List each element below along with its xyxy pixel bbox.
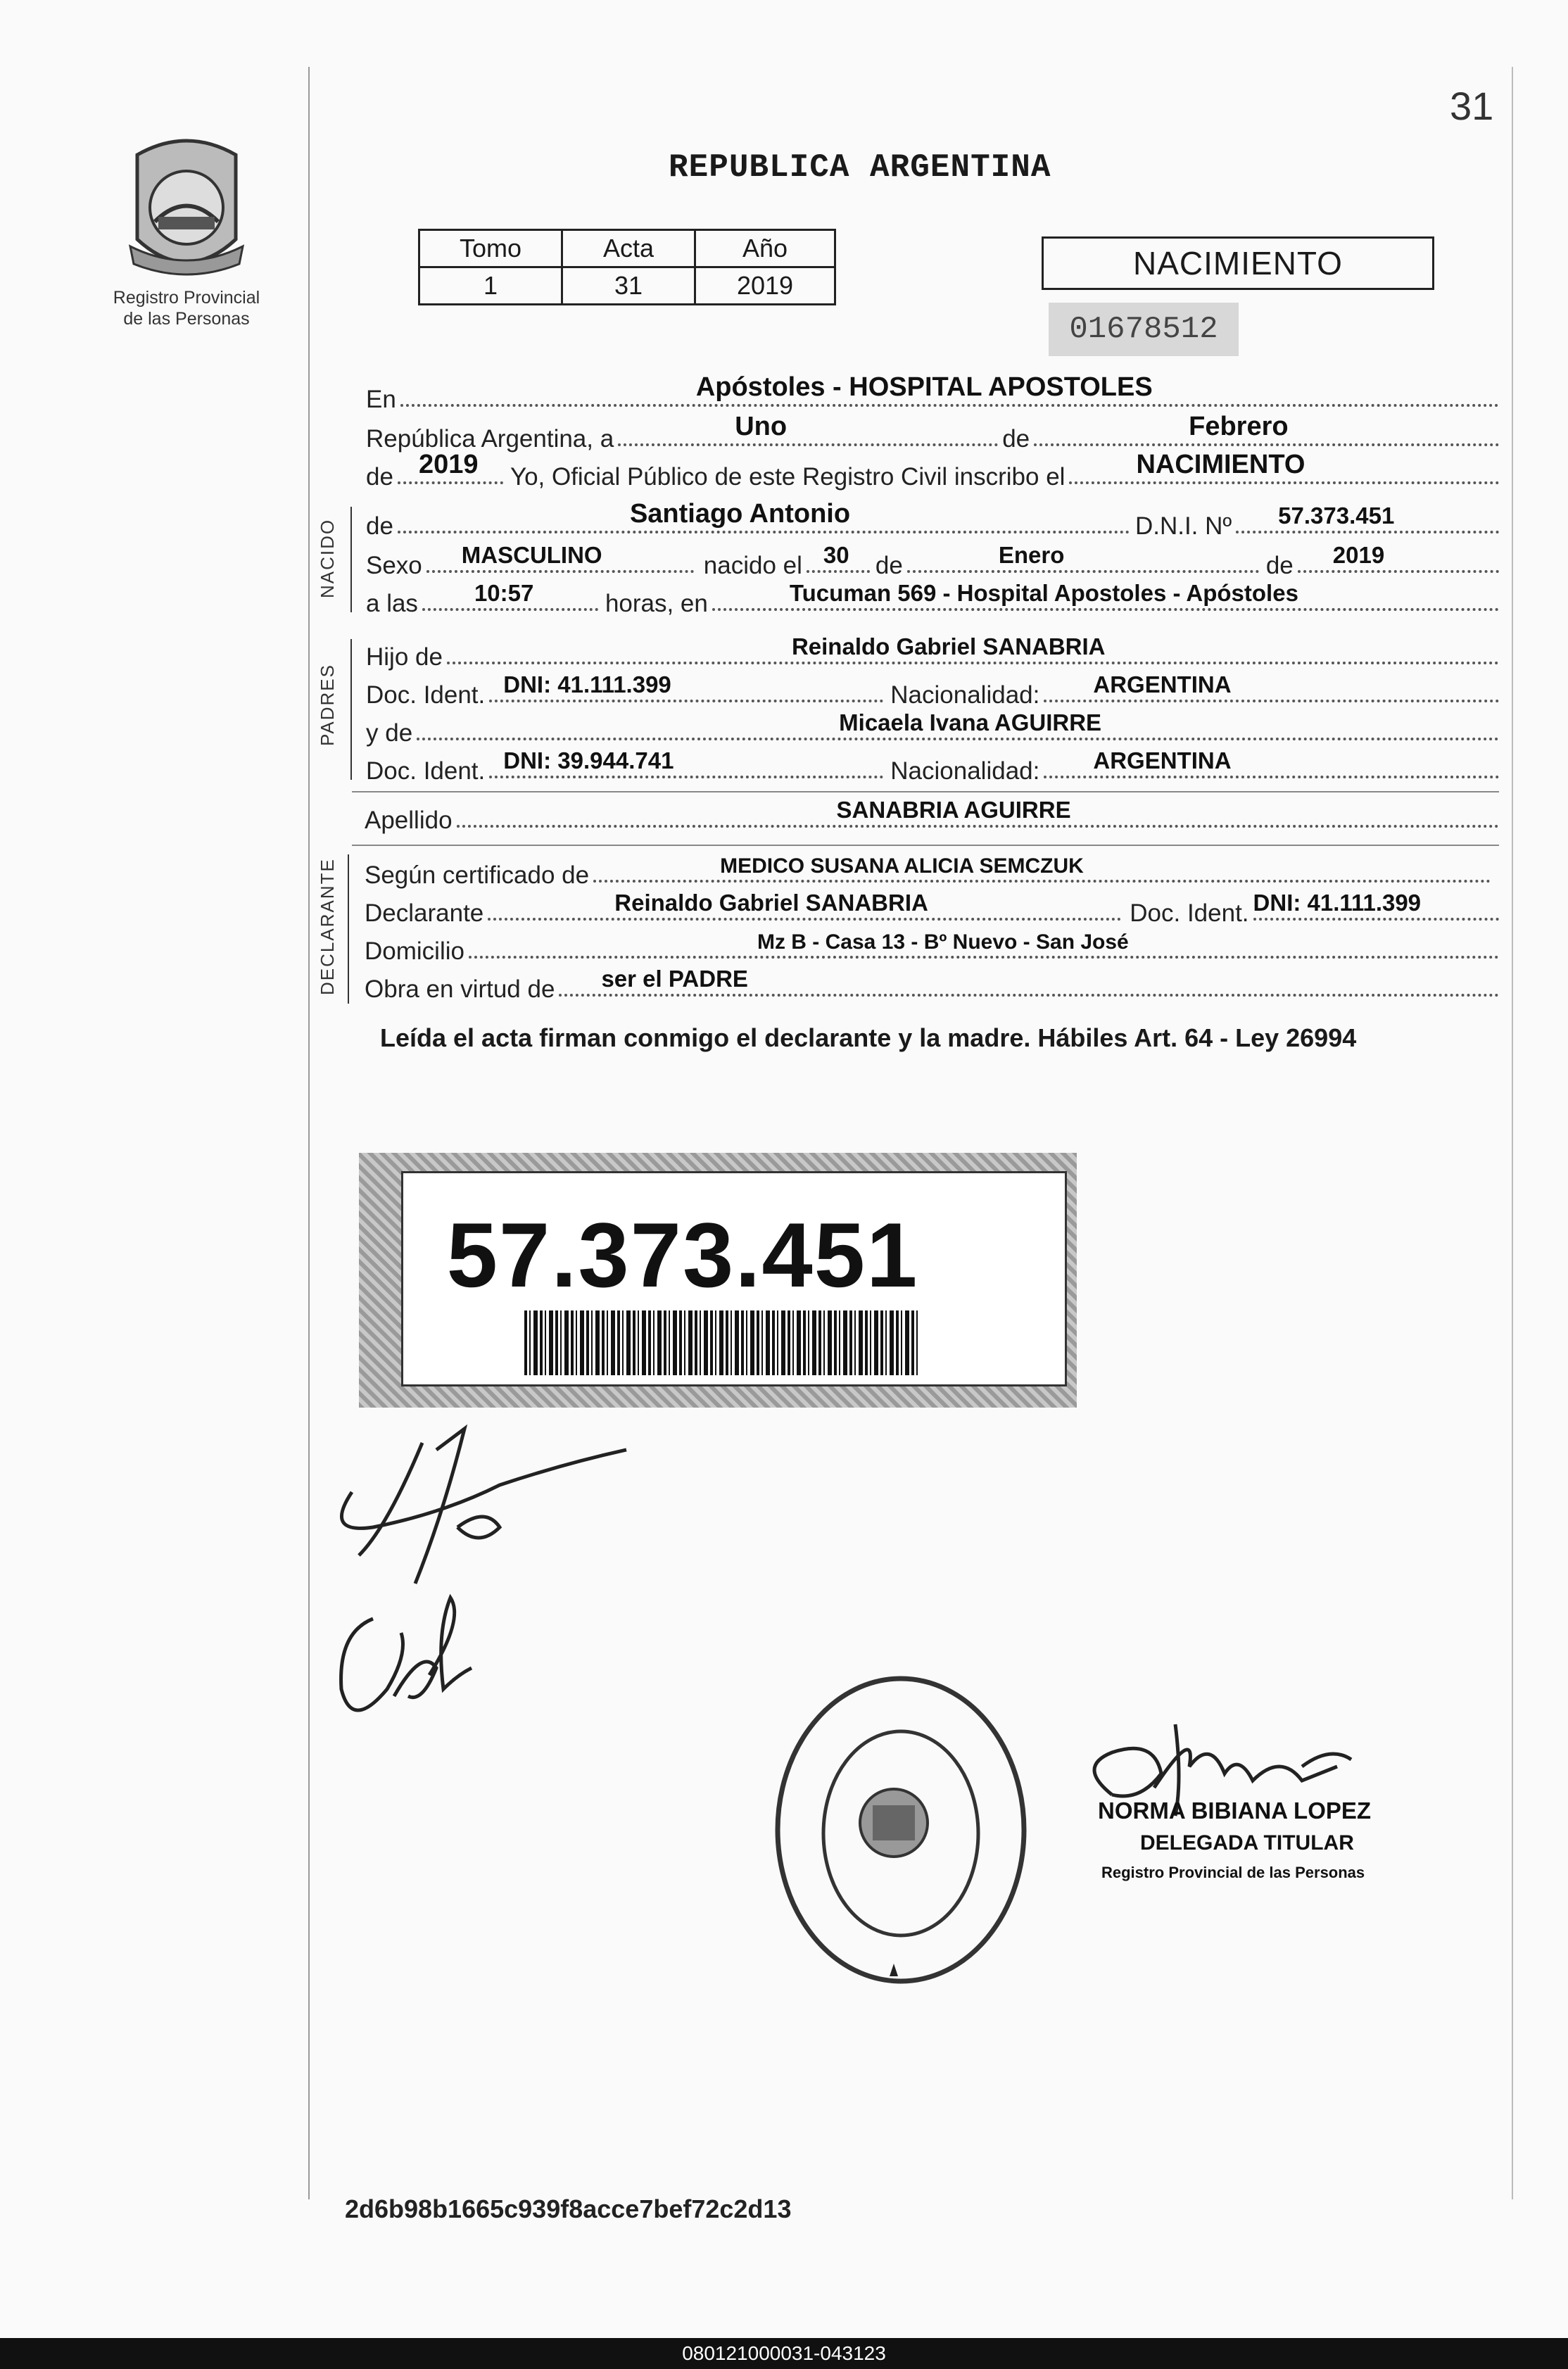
mother-doc-label: Doc. Ident. (366, 757, 486, 785)
y-de-label: y de (366, 719, 413, 747)
record-type-box: NACIMIENTO (1042, 236, 1434, 290)
row-mother-doc (366, 747, 1499, 785)
birth-place: Tucuman 569 - Hospital Apostoles - Apóstoles (789, 580, 1298, 606)
father-nac-label: Nacionalidad: (890, 681, 1040, 709)
row-oficial (366, 450, 1499, 491)
acta-value: 31 (562, 267, 695, 305)
father-doc: DNI: 41.111.399 (503, 671, 671, 697)
declarante-side-label: DECLARANTE (317, 858, 338, 995)
certificado-label: Según certificado de (365, 861, 590, 889)
day-value: Uno (735, 412, 788, 441)
father-nationality: ARGENTINA (1093, 671, 1232, 697)
padres-side-label: PADRES (317, 664, 338, 746)
birth-day: 30 (823, 542, 849, 568)
row-obra (365, 968, 1499, 1004)
tomo-header: Tomo (419, 230, 562, 267)
domicilio-label: Domicilio (365, 937, 464, 965)
footer-bar (0, 2338, 1568, 2369)
inscribe-value: NACIMIENTO (1136, 450, 1305, 479)
hijo-label: Hijo de (366, 643, 443, 671)
declarante-doc-label: Doc. Ident. (1130, 899, 1249, 927)
tomo-value: 1 (419, 267, 562, 305)
registry-stamp (767, 1668, 1035, 1995)
row-apellido (365, 797, 1499, 835)
official-role: DELEGADA TITULAR (1140, 1831, 1354, 1855)
certificado-value: MEDICO SUSANA ALICIA SEMCZUK (720, 854, 1084, 878)
mother-name: Micaela Ivana AGUIRRE (839, 709, 1102, 735)
left-margin-line (308, 67, 310, 2199)
de2-label: de (875, 552, 903, 579)
dni-sticker-number: 57.373.451 (446, 1204, 919, 1306)
nacido-de-label: de (366, 512, 393, 540)
birth-time: 10:57 (474, 580, 534, 606)
dni-barcode (524, 1310, 918, 1375)
document-title: REPUBLICA ARGENTINA (669, 149, 1051, 186)
declarante-bracket (348, 854, 349, 1004)
padres-bracket (350, 639, 352, 780)
child-name: Santiago Antonio (629, 499, 851, 529)
birth-month: Enero (998, 542, 1065, 568)
mother-nationality: ARGENTINA (1093, 747, 1232, 773)
obra-value: ser el PADRE (601, 966, 748, 992)
father-doc-label: Doc. Ident. (366, 681, 486, 709)
de3-label: de (1265, 552, 1294, 579)
nacido-bracket (350, 507, 352, 612)
en-value: Apóstoles - HOSPITAL APOSTOLES (695, 372, 1153, 402)
official-name: NORMA BIBIANA LOPEZ (1098, 1798, 1372, 1824)
official-office: Registro Provincial de las Personas (1101, 1864, 1365, 1881)
obra-label: Obra en virtud de (365, 975, 555, 1003)
declarante-value: Reinaldo Gabriel SANABRIA (614, 890, 928, 916)
record-table (418, 229, 836, 305)
acta-header: Acta (562, 230, 695, 267)
declarante-label: Declarante (365, 899, 484, 927)
father-name: Reinaldo Gabriel SANABRIA (791, 633, 1106, 659)
de-year-label: de (366, 463, 393, 491)
right-margin-line (1512, 67, 1513, 2199)
logo-caption-line2: de las Personas (123, 309, 250, 329)
legal-text: Leída el acta firman conmigo el declarante y la madre. Hábiles Art. 64 - Ley 26994 (380, 1023, 1357, 1052)
mother-doc: DNI: 39.944.741 (503, 747, 674, 773)
sexo-label: Sexo (366, 552, 422, 579)
republica-label: República Argentina, a (366, 425, 614, 453)
misiones-logo (116, 134, 257, 282)
nacido-side-label: NACIDO (317, 518, 338, 598)
anio-header: Año (695, 230, 835, 267)
anio-value: 2019 (695, 267, 835, 305)
declarant-signature (331, 1422, 655, 1598)
month-value: Febrero (1189, 412, 1289, 441)
mother-nac-label: Nacionalidad: (890, 757, 1040, 785)
declarante-doc: DNI: 41.111.399 (1253, 890, 1422, 916)
mother-signature (331, 1591, 486, 1738)
domicilio-value: Mz B - Casa 13 - Bº Nuevo - San José (757, 930, 1129, 954)
apellido-label: Apellido (365, 807, 453, 834)
dni-label: D.N.I. Nº (1134, 512, 1232, 540)
logo-caption (91, 287, 282, 329)
year-value: 2019 (418, 450, 479, 479)
child-dni: 57.373.451 (1278, 503, 1395, 529)
en-label: En (366, 386, 396, 413)
oficial-text: Yo, Oficial Público de este Registro Civil inscribo el (510, 463, 1066, 491)
serial-number: 01678512 (1049, 303, 1239, 356)
sexo-value: MASCULINO (461, 542, 602, 568)
footer-code: 080121000031-043123 (682, 2342, 886, 2364)
document-hash: 2d6b98b1665c939f8acce7bef72c2d13 (345, 2194, 792, 2223)
de-label: de (1002, 425, 1030, 453)
page-number: 31 (1450, 84, 1494, 128)
apellido-value: SANABRIA AGUIRRE (836, 797, 1071, 823)
nacido-el-label: nacido el (703, 552, 802, 579)
horas-label: horas, en (605, 590, 708, 617)
a-las-label: a las (366, 590, 418, 617)
birth-year: 2019 (1332, 542, 1385, 568)
row-hora (366, 580, 1499, 618)
logo-caption-line1: Registro Provincial (113, 288, 260, 308)
